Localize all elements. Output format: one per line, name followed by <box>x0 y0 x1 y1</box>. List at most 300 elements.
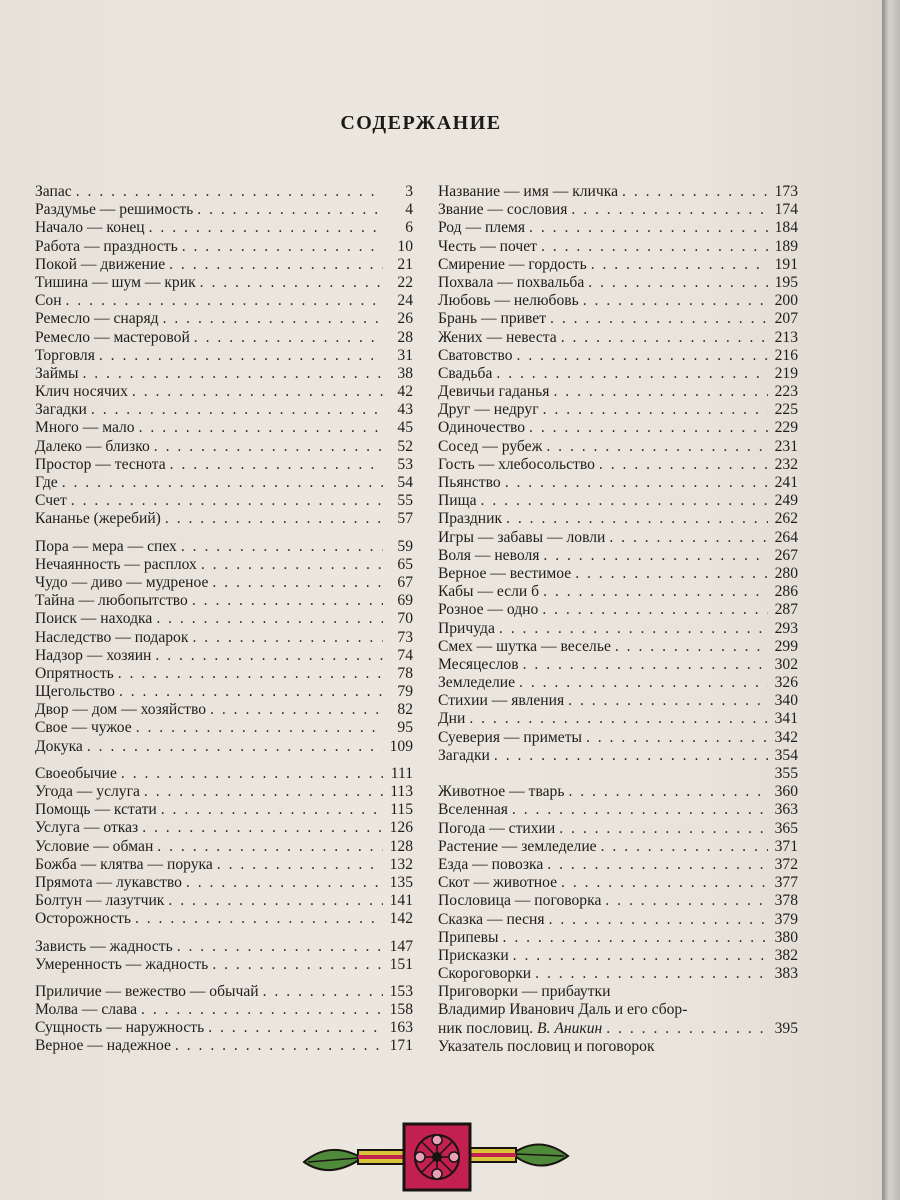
toc-entry-title: Дни <box>438 710 466 728</box>
toc-entry-title: Смех — шутка — веселье <box>438 637 611 655</box>
toc-entry-title: Покой — движение <box>35 255 166 273</box>
page-edge <box>882 0 900 1200</box>
dot-leader <box>175 1037 383 1055</box>
toc-entry-title: Суеверия — приметы <box>438 728 582 746</box>
toc-entry-title: Девичьи гаданья <box>438 383 550 401</box>
toc-entry-page: 79 <box>397 683 413 701</box>
toc-entry <box>438 219 798 237</box>
toc-entry-page: 191 <box>774 255 798 273</box>
dot-leader <box>517 347 768 365</box>
toc-entry <box>35 219 413 237</box>
toc-entry-page: 262 <box>774 510 798 528</box>
toc-entry-title: Нечаянность — расплох <box>35 555 197 573</box>
toc-entry <box>438 601 798 619</box>
toc-entry-title: Пора — мера — спех <box>35 537 177 555</box>
dot-leader <box>155 647 383 665</box>
toc-entry-title: Гость — хлебосольство <box>438 455 595 473</box>
dot-leader <box>161 801 383 819</box>
toc-entry-title: Езда — повозка <box>438 855 544 873</box>
toc-entry <box>35 492 413 510</box>
toc-entry-page: 267 <box>774 546 798 564</box>
dot-leader <box>135 910 383 928</box>
toc-entry <box>35 938 413 956</box>
dot-leader <box>561 874 768 892</box>
toc-entry-page: 340 <box>774 692 798 710</box>
toc-entry-page: 195 <box>774 273 798 291</box>
toc-entry-title: Чудо — диво — мудреное <box>35 573 209 591</box>
dot-leader <box>512 801 768 819</box>
toc-entry <box>438 347 798 365</box>
toc-entry-page: 171 <box>389 1037 413 1055</box>
toc-entry <box>35 556 413 574</box>
toc-entry-title: Тайна — любопытство <box>35 592 188 610</box>
toc-entry <box>438 401 798 419</box>
toc-entry-page: 264 <box>774 528 798 546</box>
toc-entry-title: Тишина — шум — крик <box>35 273 196 291</box>
dot-leader <box>505 474 768 492</box>
dot-leader <box>192 592 383 610</box>
toc-entry-page: 3 <box>405 183 413 200</box>
dot-leader <box>99 347 383 365</box>
toc-entry <box>438 438 798 456</box>
toc-entry-author: В. Аникин <box>533 1019 603 1037</box>
dot-leader <box>571 201 768 219</box>
toc-entry-title: Умеренность — жадность <box>35 955 209 973</box>
dot-leader <box>529 419 768 437</box>
toc-entry-title: Приличие — вежество — обычай <box>35 982 259 1000</box>
toc-entry <box>35 574 413 592</box>
dot-leader <box>609 529 768 547</box>
dot-leader <box>71 492 383 510</box>
toc-entry <box>35 419 413 437</box>
toc-entry-page: 163 <box>389 1019 413 1037</box>
dot-leader <box>212 956 383 974</box>
toc-entry-title: Простор — теснота <box>35 455 166 473</box>
toc-entry <box>438 783 798 801</box>
dot-leader <box>141 1001 383 1019</box>
toc-entry-page: 213 <box>774 328 798 346</box>
toc-entry-page: 249 <box>774 492 798 510</box>
toc-entry-title: Одиночество <box>438 419 526 437</box>
toc-entry-page: 379 <box>774 910 798 928</box>
toc-entry <box>35 629 413 647</box>
dot-leader <box>87 738 383 756</box>
toc-entry <box>438 529 798 547</box>
toc-entry-title: Пословица — поговорка <box>438 892 602 910</box>
toc-entry <box>35 983 413 1001</box>
dot-leader <box>210 701 383 719</box>
toc-entry-title: Поиск — находка <box>35 610 153 628</box>
toc-entry-page: 360 <box>774 783 798 801</box>
toc-entry <box>438 947 798 965</box>
toc-entry <box>35 201 413 219</box>
toc-entry-title: Торговля <box>35 346 95 364</box>
dot-leader <box>156 610 383 628</box>
toc-entry-page: 299 <box>774 637 798 655</box>
toc-entry <box>438 474 798 492</box>
dot-leader <box>163 310 383 328</box>
toc-entry-title: Молва — слава <box>35 1001 138 1019</box>
toc-entry <box>35 701 413 719</box>
dot-leader <box>535 965 768 983</box>
toc-entry <box>35 292 413 310</box>
toc-entry-title: Прямота — лукавство <box>35 873 182 891</box>
toc-entry-page: 21 <box>397 255 413 273</box>
dot-leader <box>132 383 383 401</box>
toc-entry-title: Своеобычие <box>35 764 117 782</box>
toc-entry-title: Вселенная <box>438 801 508 819</box>
toc-entry <box>438 747 798 765</box>
toc-entry-title: Скороговорки <box>438 965 532 983</box>
toc-entry-page: 200 <box>774 292 798 310</box>
page-title: СОДЕРЖАНИЕ <box>340 112 502 134</box>
toc-entry <box>35 456 413 474</box>
toc-entry <box>35 310 413 328</box>
toc-entry-title: Зависть — жадность <box>35 937 173 955</box>
toc-entry-page: 189 <box>774 237 798 255</box>
toc-entry <box>438 292 798 310</box>
dot-leader <box>197 201 383 219</box>
dot-leader <box>481 492 768 510</box>
toc-entry <box>438 238 798 256</box>
toc-entry-title: Условие — обман <box>35 837 154 855</box>
toc-entry-title: Болтун — лазутчик <box>35 892 165 910</box>
toc-entry <box>438 274 798 292</box>
toc-entry <box>35 474 413 492</box>
toc-entry-page: 59 <box>397 537 413 555</box>
toc-entry <box>35 347 413 365</box>
toc-entry <box>438 1001 798 1019</box>
toc-entry <box>438 929 798 947</box>
dot-leader <box>543 401 768 419</box>
dot-leader <box>513 947 768 965</box>
toc-entry-title: Где <box>35 474 58 491</box>
dot-leader <box>168 892 383 910</box>
toc-entry <box>438 838 798 856</box>
dot-leader <box>136 719 383 737</box>
toc-entry-title: Звание — сословия <box>438 201 568 219</box>
toc-entry <box>438 656 798 674</box>
toc-entry-page: 142 <box>389 910 413 928</box>
dot-leader <box>263 983 383 1001</box>
toc-entry-page: 184 <box>774 219 798 237</box>
toc-entry-page: 22 <box>397 273 413 291</box>
dot-leader <box>200 274 383 292</box>
toc-entry <box>438 1038 798 1056</box>
toc-entry-page: 6 <box>405 219 413 237</box>
toc-entry-title: Загадки <box>35 401 87 419</box>
toc-entry-title: Смирение — гордость <box>438 255 587 273</box>
toc-entry <box>35 510 413 528</box>
toc-entry-title: Докука <box>35 737 83 755</box>
toc-entry-page: 31 <box>397 346 413 364</box>
dot-leader <box>192 629 383 647</box>
toc-entry-page: 67 <box>397 573 413 591</box>
toc-entry-title: Название — имя — кличка <box>438 183 619 200</box>
toc-entry-page: 57 <box>397 510 413 528</box>
toc-entry-title: Ремесло — мастеровой <box>35 328 190 346</box>
toc-entry-page: 216 <box>774 346 798 364</box>
toc-entry <box>35 801 413 819</box>
toc-entry <box>438 365 798 383</box>
dot-leader <box>606 1020 768 1038</box>
toc-entry-page: 355 <box>774 765 798 782</box>
dot-leader <box>542 601 768 619</box>
dot-leader <box>76 183 383 201</box>
dot-leader <box>605 892 768 910</box>
dot-leader <box>519 674 768 692</box>
toc-entry-title: Род — племя <box>438 219 526 237</box>
toc-entry <box>35 256 413 274</box>
toc-entry <box>438 765 798 783</box>
dot-leader <box>154 438 383 456</box>
toc-entry-title: Жених — невеста <box>438 328 557 346</box>
toc-entry-page: 10 <box>397 237 413 255</box>
toc-column-left <box>35 183 413 1056</box>
dot-leader <box>601 838 768 856</box>
toc-entry-title: Сказка — песня <box>438 910 545 928</box>
toc-entry-page: 341 <box>774 710 798 728</box>
toc-entry <box>438 419 798 437</box>
toc-entry-title: Присказки <box>438 946 509 964</box>
toc-entry-title: Любовь — нелюбовь <box>438 292 579 310</box>
toc-column-right <box>438 183 798 1056</box>
toc-entry-title: Верное — надежное <box>35 1037 171 1055</box>
toc-entry-title: Земледелие <box>438 674 516 692</box>
toc-entry <box>438 456 798 474</box>
toc-entry-page: 219 <box>774 364 798 382</box>
toc-entry-title: Свадьба <box>438 364 493 382</box>
dot-leader <box>543 547 768 565</box>
dot-leader <box>121 765 383 783</box>
dot-leader <box>142 819 383 837</box>
toc-entry-page: 380 <box>774 928 798 946</box>
dot-leader <box>550 310 768 328</box>
toc-entry <box>35 838 413 856</box>
dot-leader <box>591 256 768 274</box>
toc-entry-title: Угода — услуга <box>35 783 140 800</box>
floral-ornament <box>300 1118 572 1196</box>
toc-entry <box>35 819 413 837</box>
toc-entry <box>438 492 798 510</box>
dot-leader <box>496 365 768 383</box>
toc-entry-title: Сосед — рубеж <box>438 437 543 455</box>
toc-entry <box>35 783 413 801</box>
toc-entry-title: Животное — тварь <box>438 783 565 801</box>
toc-entry-page: 74 <box>397 646 413 664</box>
toc-entry <box>35 856 413 874</box>
toc-entry <box>438 674 798 692</box>
toc-entry <box>35 738 413 756</box>
dot-leader <box>157 838 383 856</box>
toc-entry <box>35 683 413 701</box>
dot-leader <box>469 710 768 728</box>
toc-entry-title: Праздник <box>438 510 503 528</box>
toc-entry <box>35 610 413 628</box>
toc-entry <box>35 665 413 683</box>
dot-leader <box>575 565 768 583</box>
toc-entry-title: Счет <box>35 492 67 510</box>
dot-leader <box>549 911 768 929</box>
toc-entry <box>438 638 798 656</box>
toc-entry-title: Воля — неволя <box>438 546 540 564</box>
toc-entry-title: Сон <box>35 292 62 310</box>
toc-entry-page: 113 <box>390 783 413 800</box>
toc-entry <box>35 592 413 610</box>
toc-entry-page: 69 <box>397 592 413 610</box>
dot-leader <box>523 656 768 674</box>
toc-entry-page: 28 <box>397 328 413 346</box>
dot-leader <box>529 219 768 237</box>
toc-entry-page: 141 <box>389 892 413 910</box>
toc-entry-page: 54 <box>397 474 413 491</box>
toc-entry-title: Начало — конец <box>35 219 145 237</box>
toc-entry-page: 158 <box>389 1001 413 1019</box>
dot-leader <box>165 510 383 528</box>
dot-leader <box>201 556 383 574</box>
toc-entry <box>35 183 413 201</box>
toc-entry <box>438 692 798 710</box>
dot-leader <box>144 783 383 801</box>
toc-entry-page: 38 <box>397 364 413 382</box>
toc-entry <box>438 965 798 983</box>
toc-entry-title: Божба — клятва — порука <box>35 855 213 873</box>
toc-entry-page: 173 <box>774 183 798 200</box>
toc-entry-title: Указатель пословиц и поговорок <box>438 1037 655 1055</box>
toc-entry-page: 280 <box>774 564 798 582</box>
dot-leader <box>149 219 383 237</box>
toc-entry-title: Щегольство <box>35 683 115 701</box>
toc-entry <box>438 565 798 583</box>
dot-leader <box>506 510 768 528</box>
toc-entry <box>35 956 413 974</box>
toc-entry-page: 153 <box>389 982 413 1000</box>
dot-leader <box>547 856 768 874</box>
dot-leader <box>186 874 383 892</box>
toc-entry-title: Услуга — отказ <box>35 819 139 837</box>
toc-entry-page: 223 <box>774 383 798 401</box>
toc-entry-page: 383 <box>774 965 798 983</box>
toc-entry-page: 241 <box>774 474 798 491</box>
toc-entry-page: 365 <box>774 819 798 837</box>
dot-leader <box>177 938 383 956</box>
toc-entry-title: Верное — вестимое <box>438 564 572 582</box>
toc-entry-page: 135 <box>389 873 413 891</box>
toc-entry-page: 229 <box>774 419 798 437</box>
toc-entry <box>438 801 798 819</box>
toc-entry-title: Игры — забавы — ловли <box>438 528 606 546</box>
dot-leader <box>599 456 768 474</box>
toc-entry-page: 70 <box>397 610 413 628</box>
toc-entry-title: Клич носячих <box>35 383 128 401</box>
toc-entry <box>35 365 413 383</box>
toc-entry <box>438 710 798 728</box>
toc-entry-page: 378 <box>774 892 798 910</box>
toc-entry <box>438 583 798 601</box>
dot-leader <box>182 238 383 256</box>
toc-entry <box>438 620 798 638</box>
dot-leader <box>583 292 768 310</box>
toc-entry <box>438 310 798 328</box>
dot-leader <box>169 256 383 274</box>
toc-entry <box>438 1020 798 1038</box>
dot-leader <box>553 383 768 401</box>
toc-entry-page: 287 <box>774 601 798 619</box>
toc-entry <box>35 910 413 928</box>
toc-entry-title: Много — мало <box>35 419 135 437</box>
toc-entry-title: Надзор — хозяин <box>35 646 152 664</box>
dot-leader <box>82 365 383 383</box>
dot-leader <box>499 620 768 638</box>
toc-entry-page: 377 <box>774 874 798 892</box>
toc-entry-page: 111 <box>390 764 413 782</box>
toc-entry-page: 78 <box>397 664 413 682</box>
toc-entry <box>35 438 413 456</box>
toc-entry <box>438 983 798 1001</box>
toc-entry-page: 24 <box>397 292 413 310</box>
toc-entry-page: 286 <box>774 583 798 601</box>
toc-entry-title: Загадки <box>438 746 490 764</box>
toc-entry-title: Друг — недруг <box>438 401 539 419</box>
toc-entry <box>35 1037 413 1055</box>
toc-entry <box>35 401 413 419</box>
toc-entry-page: 53 <box>397 455 413 473</box>
toc-entry-title: Сущность — наружность <box>35 1019 205 1037</box>
toc-entry <box>35 719 413 737</box>
toc-entry-page: 26 <box>397 310 413 328</box>
toc-entry <box>438 874 798 892</box>
toc-entry-page: 225 <box>774 401 798 419</box>
toc-entry-page: 342 <box>774 728 798 746</box>
toc-entry-title: Кабы — если б <box>438 583 540 601</box>
toc-entry-title: Далеко — близко <box>35 437 150 455</box>
toc-entry <box>35 765 413 783</box>
toc-entry <box>438 892 798 910</box>
dot-leader <box>546 438 768 456</box>
dot-leader <box>622 183 768 201</box>
toc-entry-page: 231 <box>774 437 798 455</box>
dot-leader <box>217 856 383 874</box>
toc-entry-title: Честь — почет <box>438 237 537 255</box>
toc-entry-title: Приговорки — прибаутки <box>438 983 611 1001</box>
dot-leader <box>568 783 768 801</box>
toc-entry <box>438 329 798 347</box>
toc-entry-page: 326 <box>774 674 798 692</box>
toc-entry-page: 126 <box>389 819 413 837</box>
dot-leader <box>62 474 383 492</box>
toc-entry-page: 65 <box>397 555 413 573</box>
toc-entry <box>438 729 798 747</box>
toc-entry-title: Раздумье — решимость <box>35 201 194 219</box>
toc-entry-page: 109 <box>389 737 413 755</box>
toc-entry-title: Осторожность <box>35 910 131 928</box>
toc-entry <box>35 274 413 292</box>
dot-leader <box>194 329 383 347</box>
dot-leader <box>66 292 383 310</box>
toc-entry-title: Месяцеслов <box>438 655 519 673</box>
toc-entry-page: 132 <box>389 855 413 873</box>
dot-leader <box>119 683 383 701</box>
dot-leader <box>588 274 768 292</box>
toc-entry-page: 43 <box>397 401 413 419</box>
toc-entry <box>35 538 413 556</box>
toc-entry <box>35 383 413 401</box>
toc-entry-title: Погода — стихии <box>438 819 556 837</box>
toc-entry <box>35 892 413 910</box>
toc-entry-title: Брань — привет <box>438 310 547 328</box>
toc-entry-page: 55 <box>397 492 413 510</box>
toc-entry-title: Наследство — подарок <box>35 628 189 646</box>
